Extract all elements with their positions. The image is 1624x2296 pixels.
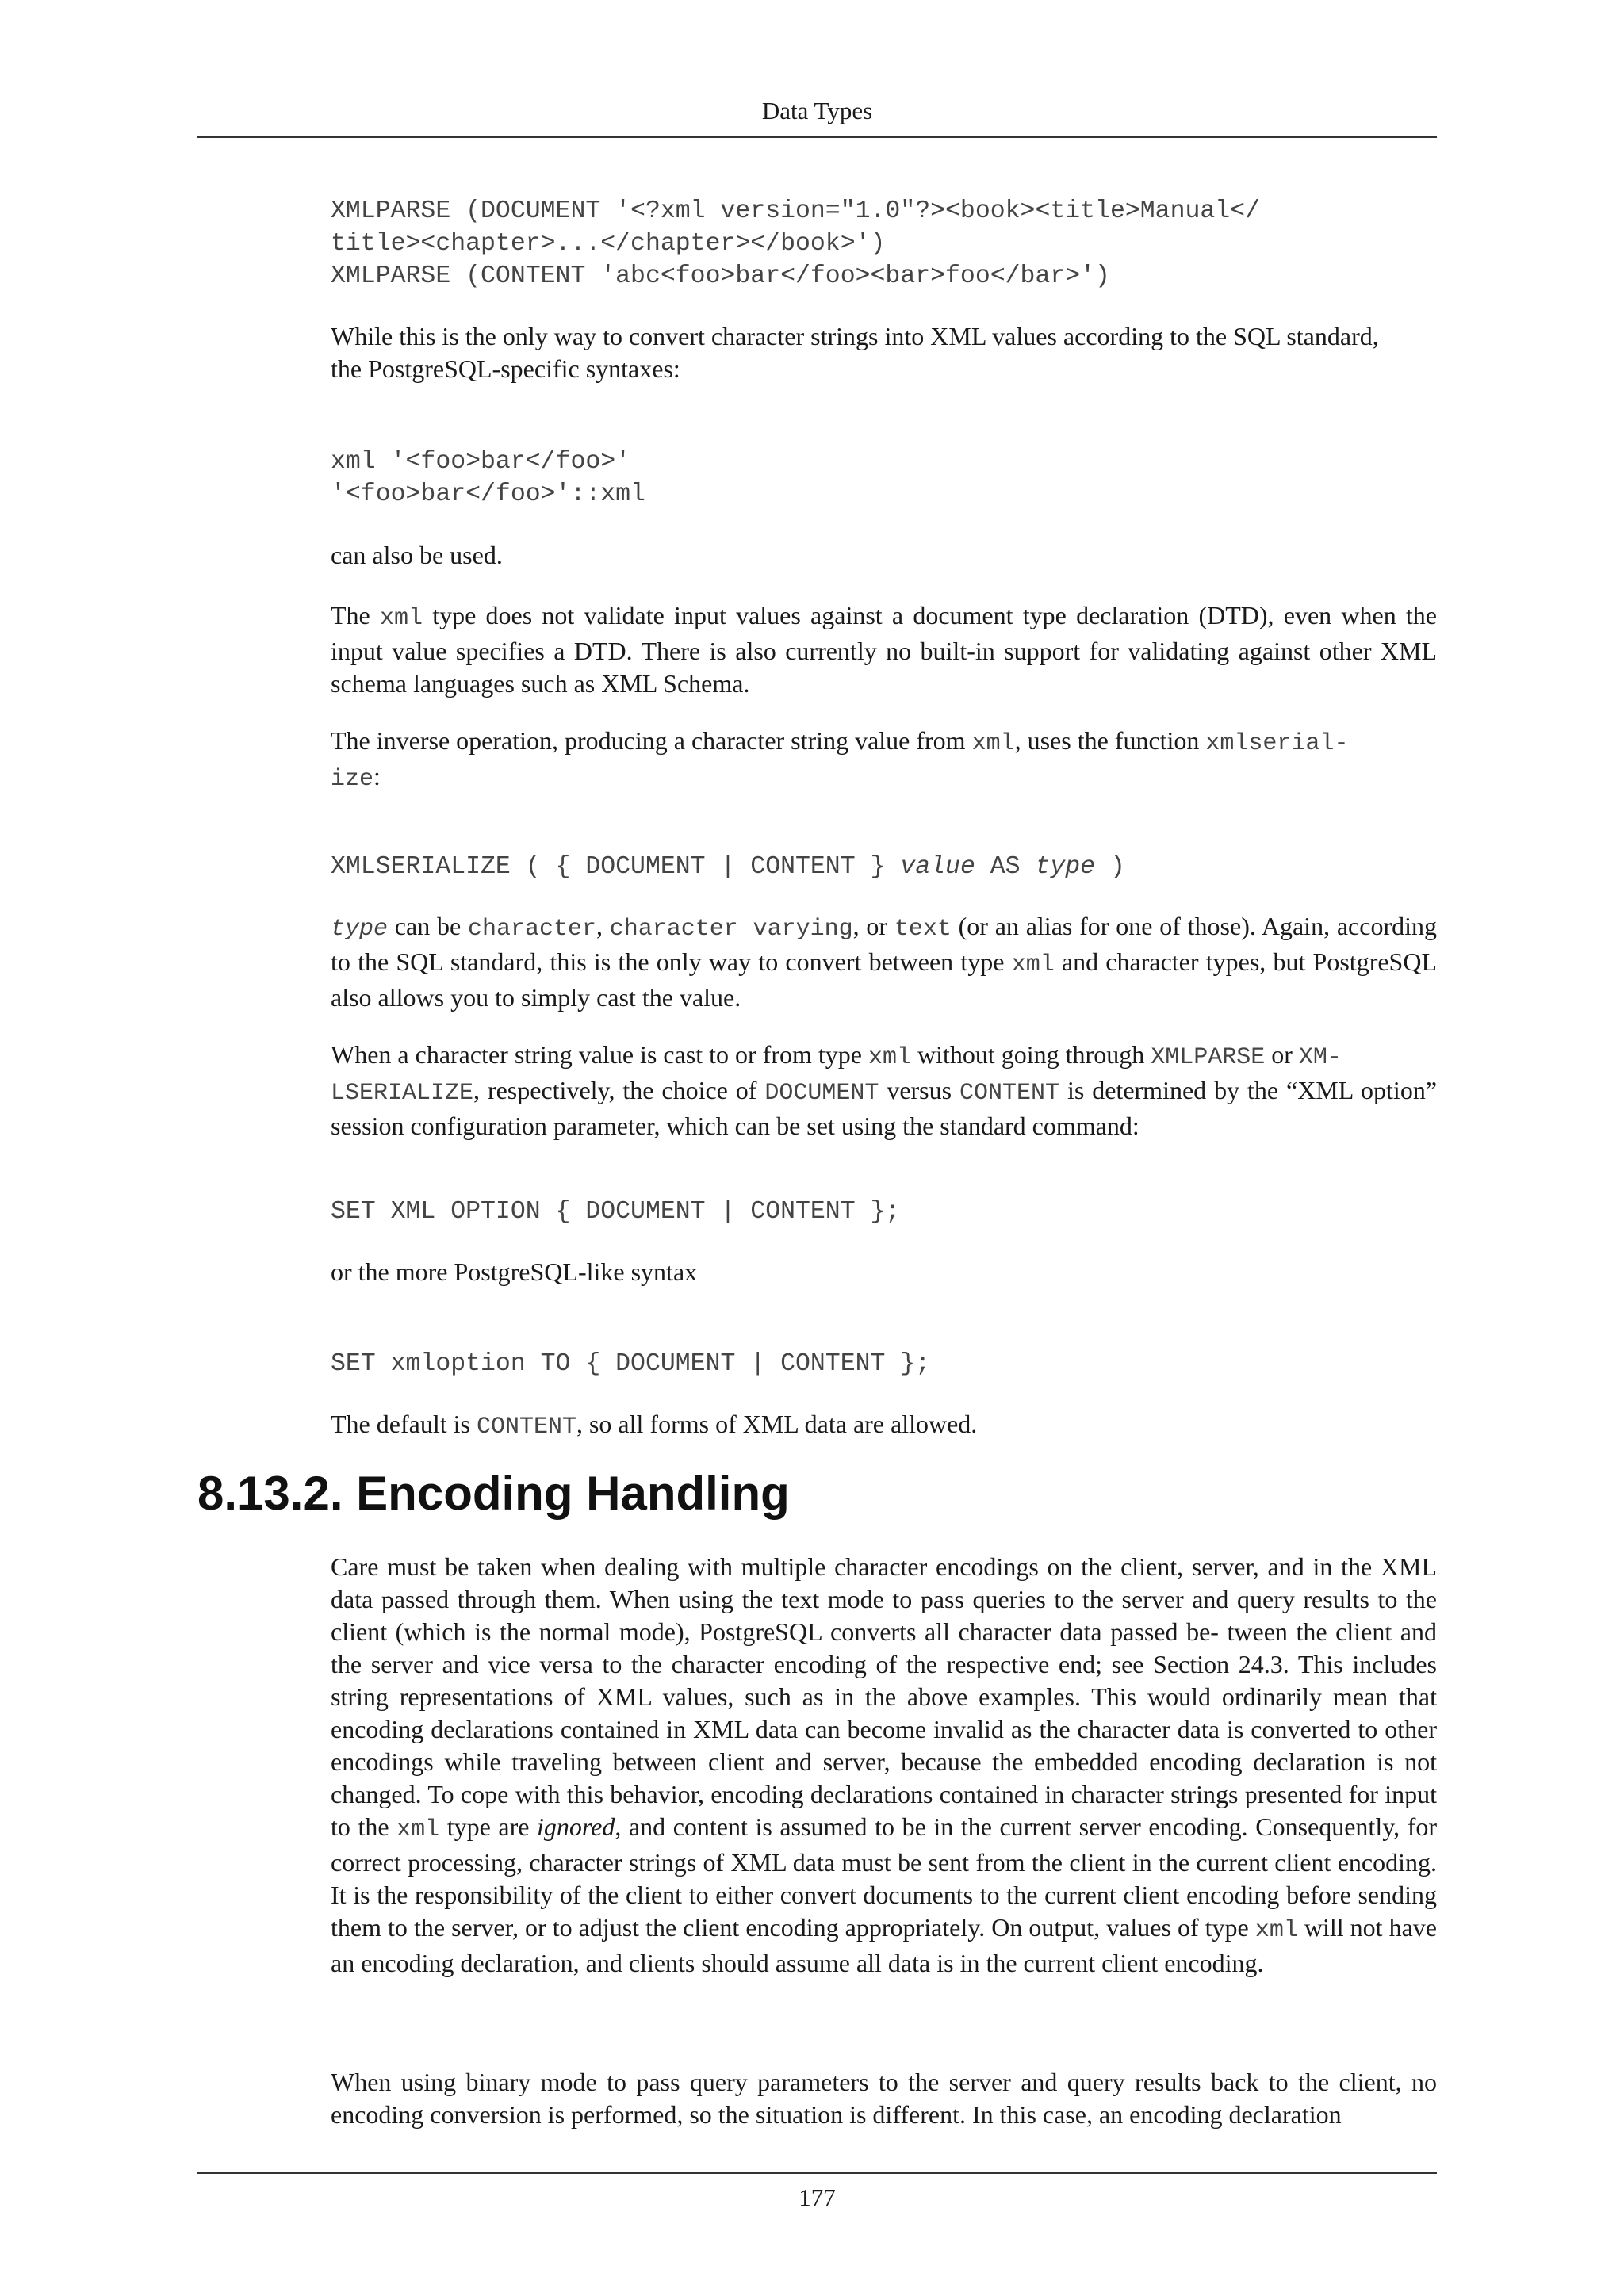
inline-code: CONTENT — [476, 1414, 576, 1441]
code-line: title><chapter>...</chapter></book>') — [331, 230, 886, 258]
inline-code: text — [894, 916, 952, 943]
inline-code: XMLPARSE — [1151, 1044, 1266, 1071]
code-line: xml '<foo>bar</foo>' — [331, 448, 631, 476]
paragraph-xml-option: When a character string value is cast to or from type xml without going through XMLPARSE or XM- LSERIALIZE, respectively, the choice of DOCUMENT versus CONTENT is determined by the “XML option” session configuration parameter, which can be set using the standard command: — [331, 1040, 1438, 1140]
paragraph-dtd-validation: The xml type does not validate input values against a document type declaration (DTD), even when the input value specifies a DTD. There is also currently no built-in support for validating against other XML schema languages such as XML Schema. — [331, 601, 1438, 698]
set-xml-option-code — [331, 1196, 1437, 1228]
inline-code: xml — [868, 1044, 911, 1071]
code-line: '<foo>bar</foo>'::xml — [331, 480, 645, 508]
paragraph-default-content: The default is CONTENT, so all forms of XML data are allowed. — [331, 1410, 978, 1441]
header-rule — [197, 136, 1437, 138]
xmlparse-code-block — [331, 195, 1437, 293]
paragraph-sql-standard — [331, 320, 1437, 385]
paragraph-inverse-operation: The inverse operation, producing a character string value from xml, uses the function xmlserial- ize: — [331, 726, 1349, 793]
page-number: 177 — [799, 2183, 836, 2211]
inline-code: xmlserial- — [1205, 730, 1349, 757]
xml-cast-code-block — [331, 446, 1437, 511]
inline-code: DOCUMENT — [764, 1080, 879, 1107]
inline-code: character — [467, 916, 596, 943]
inline-code: xml — [1254, 1917, 1298, 1944]
inline-code: ize — [331, 766, 374, 793]
inline-code: LSERIALIZE — [331, 1080, 474, 1107]
inline-code: xml — [971, 730, 1015, 757]
paragraph-binary-mode: When using binary mode to pass query parameters to the server and query results back to the client, no encoding conversion is performed, so the situation is different. In this case, an encoding declaration — [331, 2068, 1437, 2129]
section-heading: 8.13.2. Encoding Handling — [197, 1467, 790, 1520]
placeholder-value: value — [900, 853, 975, 881]
code-line: SET xmloption TO { DOCUMENT | CONTENT }; — [331, 1350, 931, 1378]
xmlserialize-code-block: XMLSERIALIZE ( { DOCUMENT | CONTENT } value AS type ) — [331, 853, 1125, 881]
paragraph-encoding-care: Care must be taken when dealing with multiple character encodings on the client, server, and in the XML data passed through them. When using the text mode to pass queries to the server and query results to the client (which is the normal mode), PostgreSQL converts all character data passed be- tween the client and the server and vice versa to the character encoding of the respective end; see Section 24.3. This includes string representations of XML values, such as in the above examples. This would ordinarily mean that encoding declarations contained in XML data can become invalid as the character data is converted to other encodings while traveling between client and server, because the embedded encoding declaration is not changed. To cope with this behavior, encoding declarations contained in character strings presented for input to the xml type are ignored, and content is assumed to be in the current server encoding. Consequently, for correct processing, character strings of XML data must be sent from the client in the current client encoding. It is the responsibility of the client to either convert documents to the current client encoding before sending them to the server, or to adjust the client encoding appropriately. On output, values of type xml will not have an encoding declaration, and clients should assume all data is in the current client encoding. — [331, 1552, 1438, 1977]
inline-code: xml — [1011, 951, 1055, 978]
text-line: the PostgreSQL-specific syntaxes: — [331, 354, 680, 383]
inline-code: xml — [396, 1816, 440, 1843]
inline-code: xml — [379, 605, 423, 632]
paragraph-postgresql-syntax: or the more PostgreSQL-like syntax — [331, 1257, 698, 1286]
code-line: XMLPARSE (DOCUMENT '<?xml version="1.0"?><book><title>Manual</ — [331, 197, 1260, 225]
paragraph-type-values: type can be character, character varying, or text (or an alias for one of those). Again, according to the SQL standard, this is the only way to convert between type xml and character types, but PostgreSQL also allows you to simply cast the value. — [331, 912, 1438, 1012]
inline-code: character varying — [609, 916, 853, 943]
text-line: While this is the only way to convert character strings into XML values according to the SQL standard, — [331, 322, 1379, 350]
set-xmloption-code — [331, 1348, 1437, 1380]
running-header: Data Types — [761, 97, 873, 124]
footer-rule — [197, 2172, 1437, 2174]
paragraph-also-used: can also be used. — [331, 541, 503, 569]
code-line: SET XML OPTION { DOCUMENT | CONTENT }; — [331, 1198, 901, 1226]
emphasis: ignored — [537, 1812, 615, 1841]
code-line: XMLPARSE (CONTENT 'abc<foo>bar</foo><bar>foo</bar>') — [331, 262, 1110, 290]
inline-code: CONTENT — [959, 1080, 1060, 1107]
inline-code: XM- — [1298, 1044, 1342, 1071]
inline-code: type — [331, 916, 389, 943]
placeholder-type: type — [1035, 853, 1096, 881]
